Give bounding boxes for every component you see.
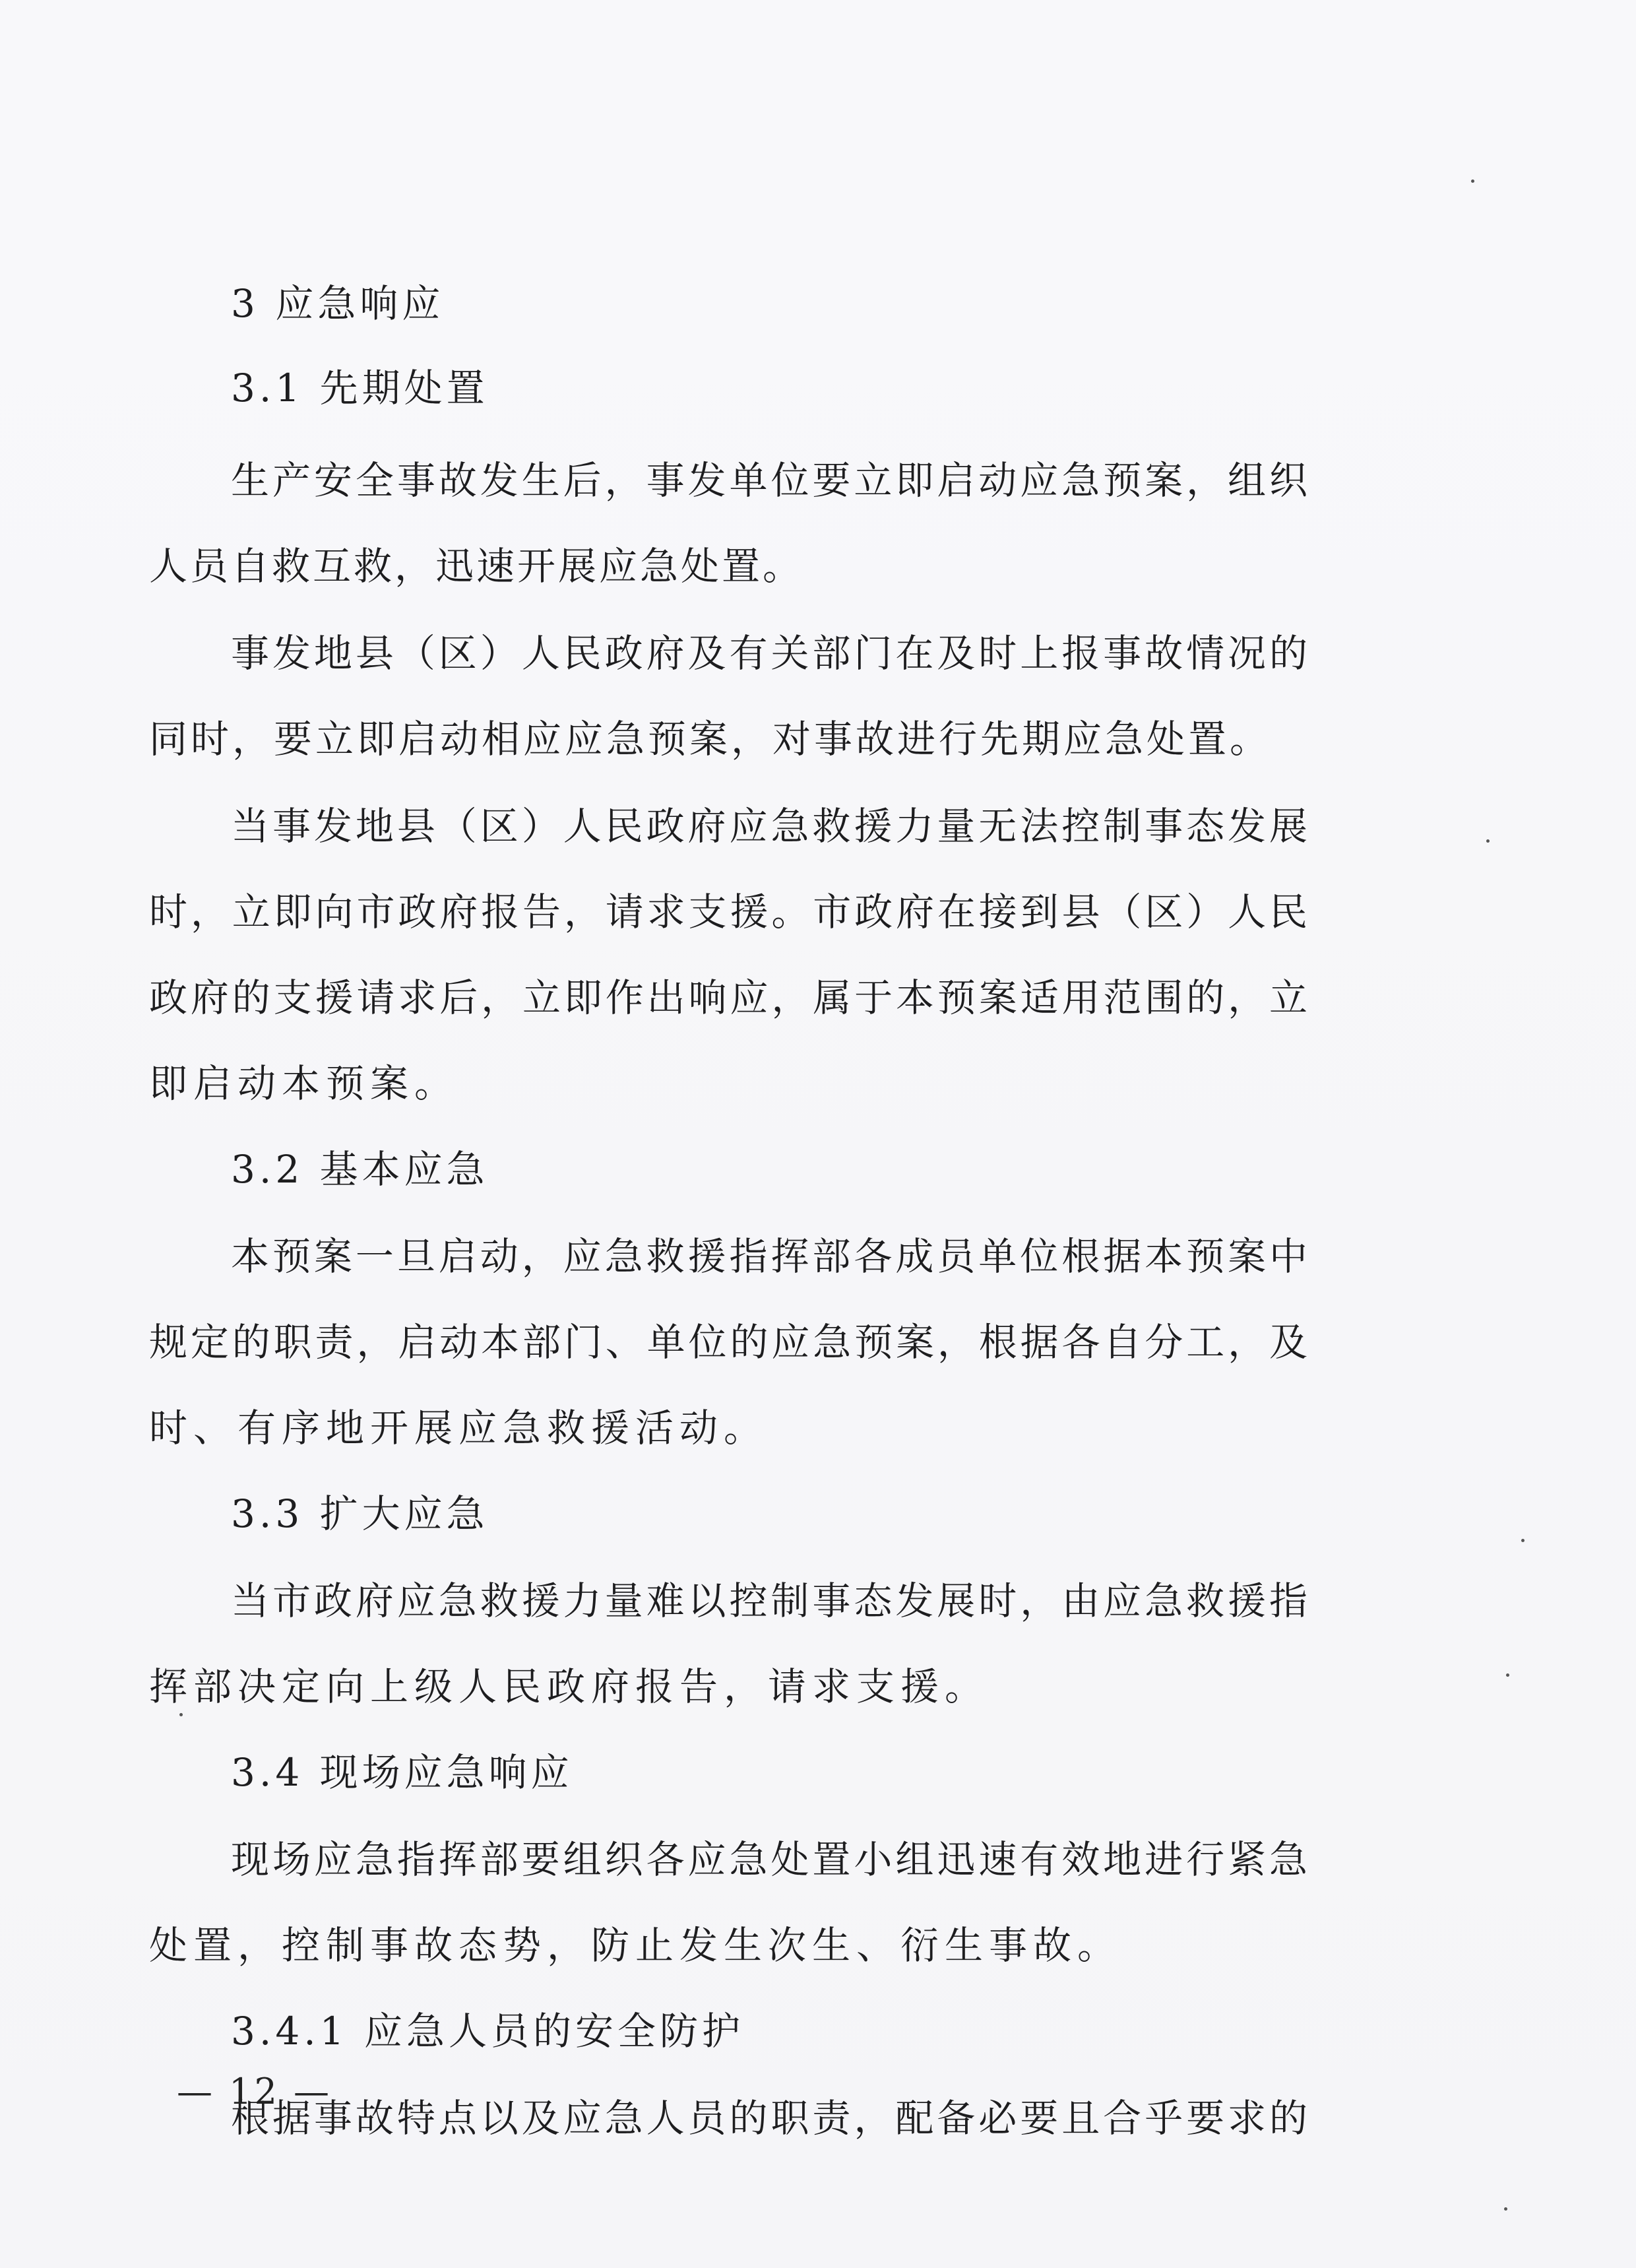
section-heading-3-4-1: 3.4.1 应急人员的安全防护	[231, 2009, 745, 2054]
paragraph-line: 本预案一旦启动，应急救援指挥部各成员单位根据本预案中	[231, 1234, 1310, 1279]
paragraph-line: 政府的支援请求后，立即作出响应，属于本预案适用范围的，立	[149, 975, 1310, 1020]
section-heading-3-4: 3.4 现场应急响应	[231, 1750, 573, 1795]
paragraph-line: 处置，控制事故态势，防止发生次生、衍生事故。	[149, 1923, 1122, 1968]
paragraph-line: 现场应急指挥部要组织各应急处置小组迅速有效地进行紧急	[231, 1837, 1310, 1882]
paragraph-line: 生产安全事故发生后，事发单位要立即启动应急预案，组织	[231, 458, 1310, 503]
section-heading-3: 3 应急响应	[231, 281, 445, 326]
scan-speck	[1471, 179, 1474, 183]
scan-speck	[1506, 1673, 1509, 1677]
paragraph-line: 规定的职责，启动本部门、单位的应急预案，根据各自分工，及	[149, 1320, 1310, 1365]
scan-speck	[179, 1713, 183, 1716]
section-heading-3-2: 3.2 基本应急	[231, 1147, 489, 1192]
paragraph-line: 时，立即向市政府报告，请求支援。市政府在接到县（区）人民	[149, 890, 1310, 934]
paragraph-line: 事发地县（区）人民政府及有关部门在及时上报事故情况的	[231, 631, 1310, 676]
scan-speck	[1521, 1539, 1525, 1542]
scan-speck	[1486, 839, 1490, 843]
section-heading-3-1: 3.1 先期处置	[231, 366, 489, 410]
paragraph-line: 当事发地县（区）人民政府应急救援力量无法控制事态发展	[231, 804, 1310, 849]
paragraph-line: 时、有序地开展应急救援活动。	[149, 1406, 769, 1450]
paragraph-line: 根据事故特点以及应急人员的职责，配备必要且合乎要求的	[231, 2096, 1310, 2141]
section-heading-3-3: 3.3 扩大应急	[231, 1491, 489, 1536]
paragraph-line: 人员自救互救，迅速开展应急处置。	[149, 544, 804, 589]
paragraph-line: 即启动本预案。	[149, 1061, 459, 1106]
paragraph-line: 挥部决定向上级人民政府报告，请求支援。	[149, 1664, 990, 1709]
paragraph-line: 同时，要立即启动相应应急预案，对事故进行先期应急处置。	[149, 717, 1272, 761]
paragraph-line: 当市政府应急救援力量难以控制事态发展时，由应急救援指	[231, 1578, 1310, 1623]
scan-speck	[1504, 2207, 1507, 2211]
page-number: — 12 —	[177, 2071, 332, 2112]
